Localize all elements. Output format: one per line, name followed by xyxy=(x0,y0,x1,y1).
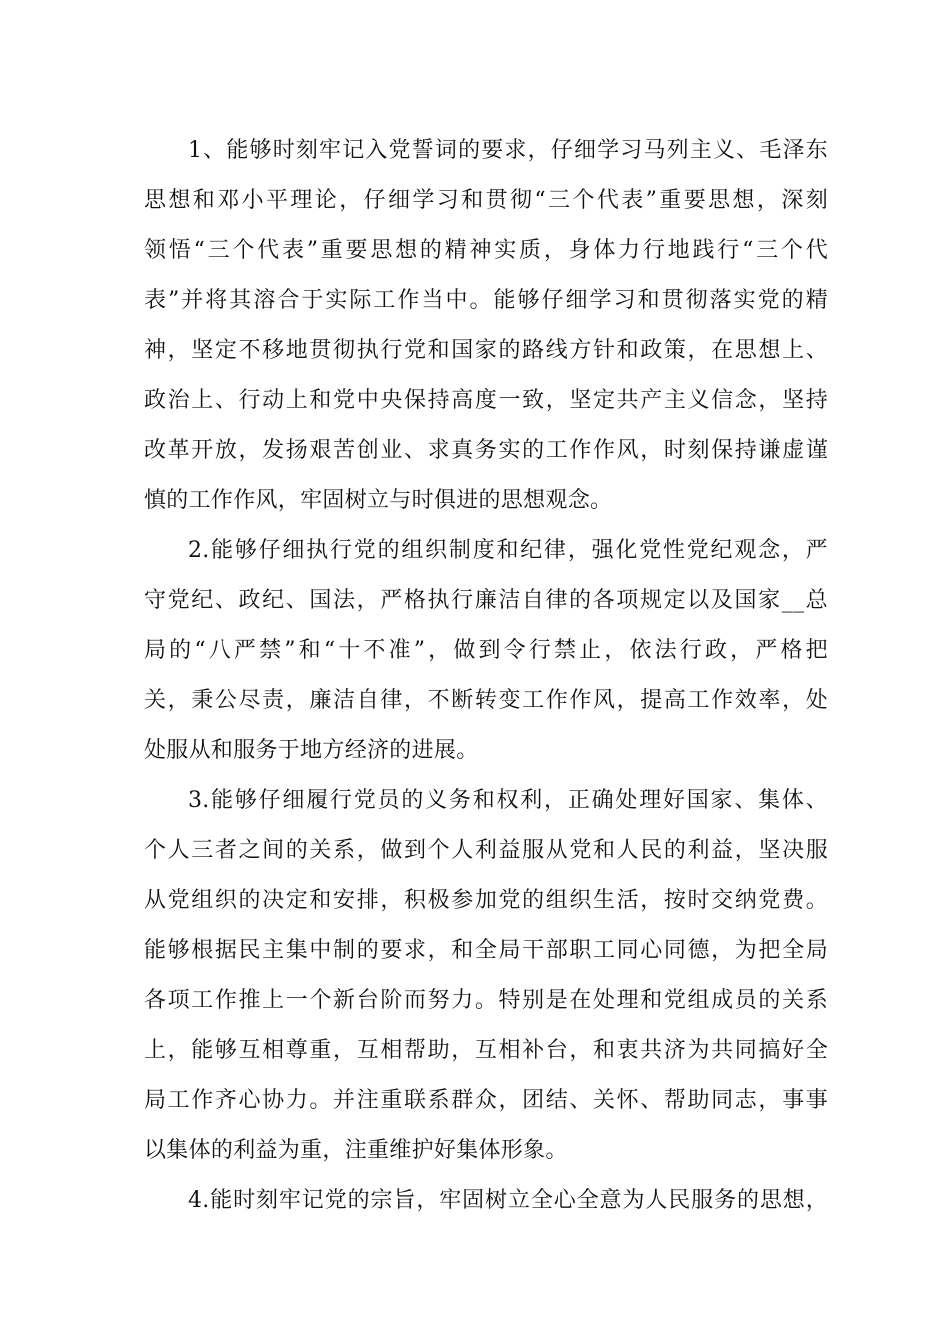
text-line: 能够根据民主集中制的要求，和全局干部职工同心同德，为把全局 xyxy=(144,938,828,963)
text-line: 上，能够互相尊重，互相帮助，互相补台，和衷共济为共同搞好全 xyxy=(144,1038,828,1063)
text-line: 局的“八严禁”和“十不准”，做到令行禁止，依法行政，严格把 xyxy=(144,638,828,663)
text-line: 思想和邓小平理论，仔细学习和贯彻“三个代表”重要思想，深刻 xyxy=(144,188,828,213)
text-line: 政治上、行动上和党中央保持高度一致，坚定共产主义信念，坚持 xyxy=(144,388,828,413)
text-line: 处服从和服务于地方经济的进展。 xyxy=(144,738,479,763)
text-line: 从党组织的决定和安排，积极参加党的组织生活，按时交纳党费。 xyxy=(144,888,828,913)
text-line: 局工作齐心协力。并注重联系群众，团结、关怀、帮助同志，事事 xyxy=(144,1088,828,1113)
paragraph-2 xyxy=(144,526,828,776)
paragraph-3 xyxy=(144,776,828,1176)
text-line: 1、能够时刻牢记入党誓词的要求，仔细学习马列主义、毛泽东 xyxy=(188,138,828,163)
text-line: 各项工作推上一个新台阶而努力。特别是在处理和党组成员的关系 xyxy=(144,988,828,1013)
text-line: 3.能够仔细履行党员的义务和权利，正确处理好国家、集体、 xyxy=(188,788,828,813)
text-line: 4.能时刻牢记党的宗旨，牢固树立全心全意为人民服务的思想， xyxy=(188,1188,828,1213)
text-line: 慎的工作作风，牢固树立与时俱进的思想观念。 xyxy=(144,488,613,513)
text-line: 2.能够仔细执行党的组织制度和纪律，强化党性党纪观念，严 xyxy=(188,538,828,563)
text-line: 领悟“三个代表”重要思想的精神实质，身体力行地践行“三个代 xyxy=(144,238,828,263)
text-line: 关，秉公尽责，廉洁自律，不断转变工作作风，提高工作效率，处 xyxy=(144,688,828,713)
text-line: 神，坚定不移地贯彻执行党和国家的路线方针和政策，在思想上、 xyxy=(144,338,828,363)
paragraph-4 xyxy=(144,1176,828,1226)
text-line: 表”并将其溶合于实际工作当中。能够仔细学习和贯彻落实党的精 xyxy=(144,288,828,313)
text-line: 个人三者之间的关系，做到个人利益服从党和人民的利益，坚决服 xyxy=(144,838,828,863)
text-line: 以集体的利益为重，注重维护好集体形象。 xyxy=(144,1138,568,1163)
text-line: 守党纪、政纪、国法，严格执行廉洁自律的各项规定以及国家__总 xyxy=(144,588,828,613)
text-line: 改革开放，发扬艰苦创业、求真务实的工作作风，时刻保持谦虚谨 xyxy=(144,438,828,463)
document-body xyxy=(144,126,828,1226)
paragraph-1 xyxy=(144,126,828,526)
